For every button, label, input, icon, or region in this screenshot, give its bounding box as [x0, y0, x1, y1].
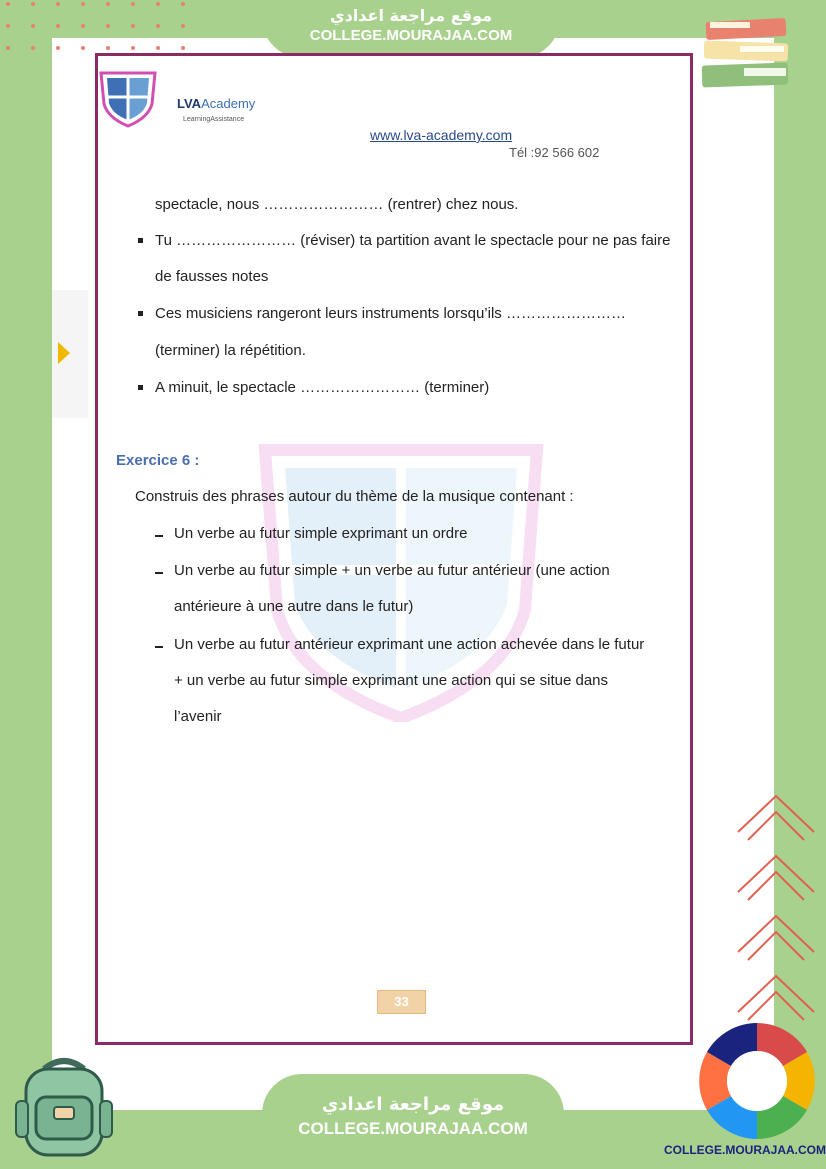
exercise-6-title: Exercice 6 :: [116, 452, 200, 469]
ex6-item-3a: Un verbe au futur antérieur exprimant une action achevée dans le futur: [174, 636, 645, 653]
website-link[interactable]: www.lva-academy.com: [370, 127, 513, 143]
ex5-item-2a: Tu …………………… (réviser) ta partition avant le spectacle pour ne pas faire: [155, 232, 671, 249]
dash-icon: [155, 535, 163, 537]
footer-site-link[interactable]: COLLEGE.MOURAJAA.COM: [298, 1119, 528, 1138]
footer-badge: [262, 1074, 564, 1169]
chevron-up-icon: [734, 792, 818, 1032]
dash-icon: [155, 646, 163, 648]
phone-number: Tél :92 566 602: [509, 145, 600, 160]
brand-lva: LVA: [177, 96, 202, 111]
wheel-site-label: COLLEGE.MOURAJAA.COM: [664, 1143, 826, 1157]
ex6-item-3c: l’avenir: [174, 708, 222, 725]
shield-logo-icon: [98, 70, 158, 128]
dash-icon: [155, 572, 163, 574]
ex5-item-3b: (terminer) la répétition.: [155, 342, 306, 359]
ex5-item-2b: de fausses notes: [155, 268, 269, 285]
brand-name: [177, 96, 255, 111]
ex6-item-2a: Un verbe au futur simple + un verbe au futur antérieur (une action: [174, 562, 610, 579]
subjects-wheel-icon: [696, 1022, 818, 1140]
ex6-instruction: Construis des phrases autour du thème de la musique contenant :: [135, 488, 574, 505]
ex5-item-4: A minuit, le spectacle …………………… (terminer): [155, 379, 490, 396]
bullet-icon: [138, 385, 143, 390]
ex6-item-2b: antérieure à une autre dans le futur): [174, 598, 414, 615]
header-badge: [262, 0, 560, 58]
play-arrow-icon[interactable]: [58, 342, 70, 364]
bullet-icon: [138, 311, 143, 316]
brand-subtitle: LearningAssistance: [183, 116, 245, 123]
ex5-line-1: spectacle, nous …………………… (rentrer) chez nous.: [155, 196, 519, 213]
header-arabic-title: موقع مراجعة اعدادي: [329, 6, 493, 25]
footer-arabic-title: موقع مراجعة اعدادي: [321, 1094, 505, 1115]
books-stack-icon: [700, 12, 800, 94]
ex6-item-3b: + un verbe au futur simple exprimant une action qui se situe dans: [174, 672, 609, 689]
ex5-item-3a: Ces musiciens rangeront leurs instruments lorsqu’ils ……………………: [155, 305, 626, 322]
decorative-dots: [0, 0, 210, 60]
header-site-link[interactable]: COLLEGE.MOURAJAA.COM: [309, 27, 513, 44]
brand-academy: Academy: [201, 96, 256, 111]
bullet-icon: [138, 238, 143, 243]
page-number: 33: [377, 990, 426, 1014]
ex6-item-1: Un verbe au futur simple exprimant un ordre: [174, 525, 468, 542]
backpack-icon: [14, 1055, 114, 1159]
